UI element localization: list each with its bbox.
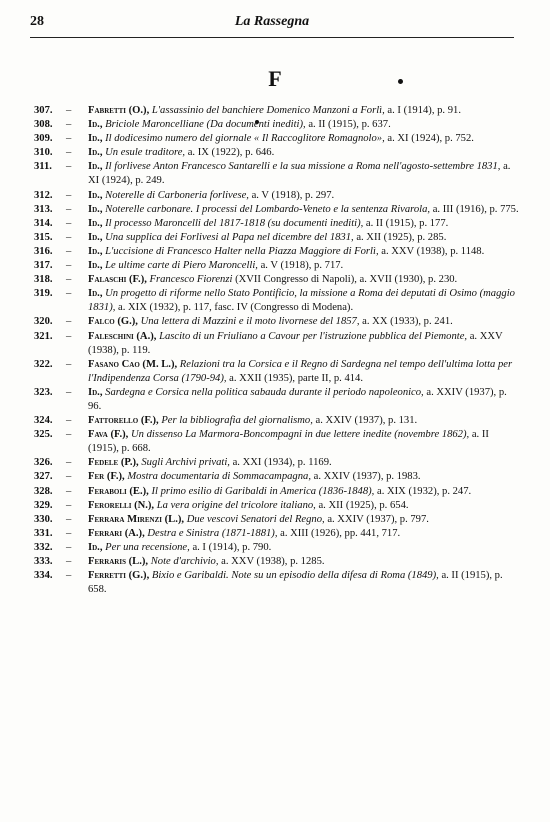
entry-dash: – [66,471,72,483]
bibliography-entry [28,146,522,160]
bibliography-entry [28,132,522,146]
entry-citation: (XVII Congresso di Napoli), a. XVII (1930), p. 230. [235,274,458,286]
bibliography-entry [28,315,522,329]
entry-author: Ferorelli (N.), [88,499,155,511]
entry-citation: a. XXII (1935), parte II, p. 414. [229,372,364,384]
entry-text [88,541,522,555]
entry-text [88,315,522,329]
entry-author: Id., [88,231,103,243]
entry-author: Id., [88,541,103,553]
entry-citation: a. I (1914), p. 91. [387,105,461,116]
entry-dash: – [66,288,72,300]
entry-title: Il primo esilio di Garibaldi in America (1836-1848), [151,485,375,497]
entry-citation: a. XXIV (1937), p. 797. [327,513,429,525]
entry-citation: a. XXV (1938), p. 1285. [221,556,325,567]
entry-title: La vera origine del tricolore italiano, [156,499,316,511]
entry-author: Id., [88,147,103,159]
bibliography-entry [28,245,522,259]
entry-title: Per la bibliografia del giornalismo, [161,415,313,427]
entry-dash: – [66,231,72,243]
entry-citation: a. XI (1924), p. 752. [387,133,474,145]
entry-title: Un progetto di riforme nello Stato Pontificio, la missione a Roma dei deputati di Osimo (maggio 1831), [88,288,515,314]
entry-number: 318. [34,274,53,286]
entry-title: Le ultime carte di Piero Maroncelli, [105,260,258,272]
entry-dash: – [66,541,72,553]
entry-number: 322. [34,358,53,370]
entry-number: 333. [34,556,53,567]
entry-author: Id., [88,119,103,131]
entry-number: 330. [34,513,53,525]
entry-author: Ferrari (A.), [88,527,145,539]
bibliography-entry [28,569,522,597]
entry-number: 319. [34,288,53,300]
entry-number: 327. [34,471,53,483]
entry-dash: – [66,217,72,229]
entry-text [88,470,522,484]
entry-citation: a. XIII (1926), pp. 441, 717. [280,527,401,539]
entry-title: Noterelle carbonare. I processi del Lombardo-Veneto e la sentenza Rivarola, [105,203,431,215]
entry-citation: a. XXV (1938), p. 119. [88,330,503,356]
entry-citation: a. II (1915), p. 658. [88,570,503,596]
entry-dash: – [66,119,72,131]
entry-title: Il forlivese Anton Francesco Santarelli e la sua missione a Roma nell'agosto-settembre 1831, [105,161,501,173]
entry-dash: – [66,485,72,497]
bibliography-entry [28,217,522,231]
bibliography-entry [28,189,522,203]
entry-text [88,386,522,414]
entry-author: Ferrara Mirenzi (L.), [88,513,185,525]
bibliography-entry [28,555,522,569]
entry-text [88,118,522,132]
bibliography-entry [28,330,522,358]
entry-author: Id., [88,161,103,173]
entry-citation: a. II (1915), p. 177. [365,217,449,229]
entry-author: Faleschini (A.), [88,330,157,342]
entry-text [88,104,522,118]
bibliography-entry [28,470,522,484]
entry-author: Id., [88,288,103,300]
entry-title: Briciole Maroncelliane (Da documenti inediti), [105,119,306,131]
entry-citation: a. I (1914), p. 790. [192,541,272,553]
entry-title: Relazioni tra la Corsica e il Regno di Sardegna nel tempo dell'ultima lotta per l'Indipendenza Corsa (1790-94), [88,358,513,384]
entry-citation: a. III (1916), p. 775. [432,203,519,215]
entry-number: 324. [34,415,53,427]
entry-title: Una supplica dei Forlivesi al Papa nel dicembre del 1831, [105,231,354,243]
entry-dash: – [66,189,72,201]
entry-dash: – [66,556,72,567]
entry-dash: – [66,260,72,272]
entry-dash: – [66,274,72,286]
entry-title: Il dodicesimo numero del giornale « Il Raccoglitore Romagnolo», [105,133,385,145]
entry-author: Id., [88,386,103,398]
entry-text [88,358,522,386]
entry-author: Fattorello (F.), [88,415,159,427]
entry-title: Bixio e Garibaldi. Note su un episodio della difesa di Roma (1849), [151,570,439,582]
entry-dash: – [66,513,72,525]
bibliography-entry [28,160,522,188]
entry-number: 317. [34,260,53,272]
entry-text [88,456,522,470]
entry-text [88,330,522,358]
entry-dash: – [66,245,72,257]
entry-title: Mostra documentaria di Sommacampagna, [127,471,311,483]
entry-citation: a. II (1915), p. 637. [308,119,391,131]
entry-text [88,203,522,217]
entry-author: Id., [88,245,103,257]
entry-title: Un dissenso La Marmora-Boncompagni in due lettere inedite (novembre 1862), [131,429,470,441]
entry-citation: a. XXIV (1937), p. 96. [88,386,507,412]
entry-number: 323. [34,386,53,398]
bibliography-list [28,104,522,597]
bibliography-entry [28,414,522,428]
entry-text [88,555,522,569]
entry-author: Id., [88,203,103,215]
entry-title: Destra e Sinistra (1871-1881), [147,527,278,539]
entry-number: 326. [34,457,53,469]
bibliography-entry [28,104,522,118]
entry-number: 308. [34,119,53,131]
entry-citation: a. XII (1925), p. 285. [356,231,447,243]
entry-text [88,499,522,513]
entry-number: 307. [34,105,53,116]
entry-title: Noterelle di Carboneria forlivese, [105,189,249,201]
entry-title: Francesco Fiorenzi [149,274,233,286]
entry-number: 321. [34,330,53,342]
entry-author: Fasano Cao (M. L.), [88,358,178,370]
entry-citation: a. V (1918), p. 717. [260,260,344,272]
entry-title: Lascito di un Friuliano a Cavour per l'istruzione pubblica del Piemonte, [159,330,468,342]
entry-citation: a. V (1918), p. 297. [251,189,335,201]
bibliography-entry [28,203,522,217]
bibliography-entry [28,287,522,315]
entry-dash: – [66,527,72,539]
entry-text [88,428,522,456]
entry-citation: a. IX (1922), p. 646. [187,147,275,159]
entry-dash: – [66,330,72,342]
entry-title: Note d'archivio, [150,556,219,567]
entry-author: Fabretti (O.), [88,105,150,116]
entry-dash: – [66,161,72,173]
entry-author: Falaschi (F.), [88,274,147,286]
entry-citation: a. XXI (1934), p. 1169. [232,457,332,469]
entry-text [88,217,522,231]
entry-title: Due vescovi Senatori del Regno, [186,513,325,525]
entry-author: Ferraris (L.), [88,556,149,567]
entry-text [88,569,522,597]
entry-number: 314. [34,217,53,229]
entry-text [88,146,522,160]
entry-citation: a. XIX (1932), p. 117, fasc. IV (Congresso di Modena). [118,302,354,314]
entry-number: 315. [34,231,53,243]
entry-author: Fer (F.), [88,471,125,483]
entry-number: 328. [34,485,53,497]
bibliography-entry [28,513,522,527]
entry-title: Il processo Maroncelli del 1817-1818 (su documenti inediti), [105,217,364,229]
entry-dash: – [66,316,72,328]
entry-text [88,273,522,287]
entry-title: L'assassinio del banchiere Domenico Manzoni a Forlì, [151,105,385,116]
entry-text [88,527,522,541]
entry-citation: a. XXIV (1937), p. 1983. [313,471,421,483]
entry-author: Id., [88,189,103,201]
entry-dash: – [66,147,72,159]
entry-text [88,414,522,428]
entry-dash: – [66,415,72,427]
entry-dash: – [66,386,72,398]
bibliography-entry [28,499,522,513]
section-letter: F [268,66,282,91]
entry-dash: – [66,133,72,145]
entry-dash: – [66,203,72,215]
entry-text [88,160,522,188]
entry-number: 310. [34,147,53,159]
entry-dash: – [66,429,72,441]
entry-text [88,189,522,203]
entry-number: 313. [34,203,53,215]
entry-citation: a. XXIV (1937), p. 131. [315,415,418,427]
entry-title: L'uccisione di Francesco Halter nella Piazza Maggiore di Forlì, [105,245,379,257]
bibliography-entry [28,118,522,132]
entry-text [88,513,522,527]
entry-number: 332. [34,541,53,553]
bibliography-entry [28,273,522,287]
bibliography-entry [28,231,522,245]
bibliography-entry [28,541,522,555]
entry-dash: – [66,570,72,582]
entry-dash: – [66,358,72,370]
entry-title: Sardegna e Corsica nella politica sabauda durante il periodo napoleonico, [105,386,424,398]
bibliography-entry [28,485,522,499]
entry-number: 309. [34,133,53,145]
entry-author: Id., [88,217,103,229]
entry-dash: – [66,457,72,469]
entry-number: 320. [34,316,53,328]
entry-title: Per una recensione, [105,541,190,553]
entry-text [88,287,522,315]
entry-dash: – [66,105,72,116]
entry-citation: a. XII (1925), p. 654. [318,499,409,511]
entry-number: 316. [34,245,53,257]
bibliography-entry [28,358,522,386]
entry-author: Fava (F.), [88,429,129,441]
entry-number: 325. [34,429,53,441]
entry-text [88,132,522,146]
entry-text [88,231,522,245]
entry-citation: a. XXV (1938), p. 1148. [381,245,485,257]
bibliography-entry [28,428,522,456]
entry-author: Fedele (P.), [88,457,139,469]
page-header [30,14,514,36]
entry-dash: – [66,499,72,511]
ink-speck [398,79,403,84]
entry-citation: a. XI (1924), p. 249. [88,161,511,187]
entry-citation: a. II (1915), p. 668. [88,429,489,455]
bibliography-entry [28,259,522,273]
entry-author: Feraboli (E.), [88,485,149,497]
entry-text [88,245,522,259]
running-title: La Rassegna [234,14,310,29]
entry-text [88,485,522,499]
entry-number: 331. [34,527,53,539]
entry-author: Id., [88,260,103,272]
entry-text [88,259,522,273]
entry-title: Un esule traditore, [105,147,186,159]
entry-author: Falco (G.), [88,316,138,328]
entry-number: 312. [34,189,53,201]
page-number: 28 [30,14,44,29]
entry-citation: a. XX (1933), p. 241. [362,316,453,328]
entry-number: 311. [34,161,52,173]
entry-author: Ferretti (G.), [88,570,150,582]
entry-author: Id., [88,133,103,145]
bibliography-entry [28,527,522,541]
entry-title: Una lettera di Mazzini e il moto livornese del 1857, [140,316,360,328]
bibliography-entry [28,386,522,414]
entry-citation: a. XIX (1932), p. 247. [377,485,472,497]
bibliography-entry [28,456,522,470]
entry-number: 329. [34,499,53,511]
entry-title: Sugli Archivi privati, [141,457,230,469]
header-rule [30,37,514,38]
entry-number: 334. [34,570,53,582]
